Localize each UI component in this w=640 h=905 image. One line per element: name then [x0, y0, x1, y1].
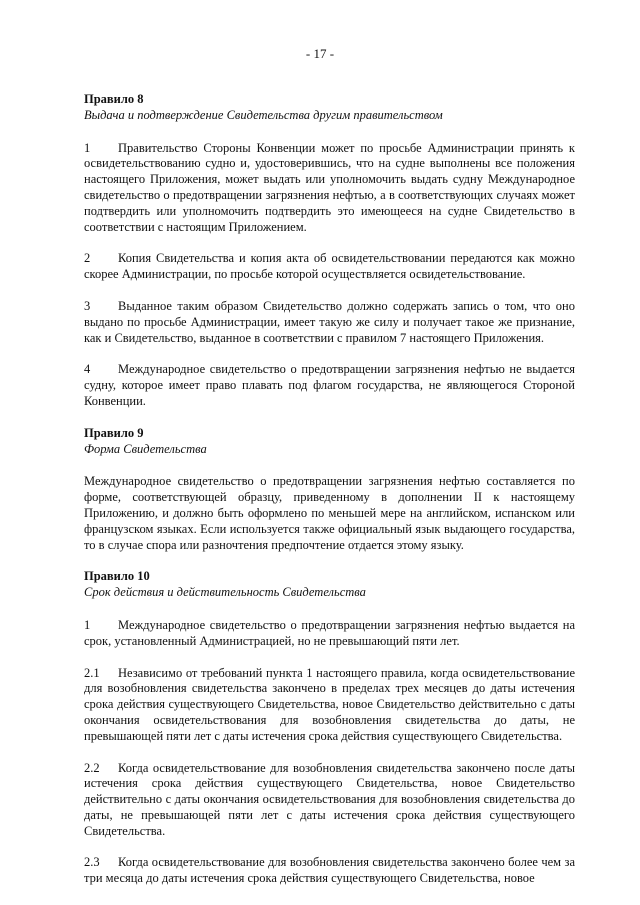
page-number: - 17 -: [305, 46, 335, 61]
rule-subtitle: Срок действия и действительность Свидетельства: [84, 585, 366, 600]
paragraph-text: Когда освидетельствование для возобновления свидетельства закончено после даты истечения срока действия существующего Свидетельства, новое Свидетельство действительно с даты окончания освидетельствования для возобновления свидетельства до даты, не превышающей пяти лет с даты истечения срока действия существующего Свидетельства.: [84, 760, 575, 838]
paragraph-number: 4: [84, 362, 91, 377]
paragraph: [84, 474, 575, 553]
paragraph-text: Выданное таким образом Свидетельство должно содержать запись о том, что оно выдано по просьбе Администрации, имеет такую же силу и получает такое же признание, как и Свидетельство, выданное в соответствии с правилом 7 настоящего Приложения.: [84, 298, 575, 345]
paragraph-text: Независимо от требований пункта 1 настоящего правила, когда освидетельствование для возобновления свидетельства закончено в пределах трех месяцев до даты истечения срока действия существующего Свидетельства, новое Свидетельство действительно с даты окончания освидетельствования для возобновления свидетельства до даты, не превышающей пяти лет с даты истечения срока действия существующего Свидетельства.: [84, 665, 575, 743]
rule-subtitle: Форма Свидетельства: [84, 441, 207, 456]
rule-title: Правило 8: [84, 92, 144, 106]
rule-section: [84, 92, 575, 410]
paragraph: [84, 666, 575, 745]
paragraph-number: 3: [84, 298, 91, 313]
paragraph-number: 2.1: [84, 665, 100, 680]
rule-subtitle: Выдача и подтверждение Свидетельства другим правительством: [84, 107, 443, 122]
rule-section: [84, 426, 575, 554]
paragraph-number: 2.3: [84, 855, 100, 870]
paragraph-text: Международное свидетельство о предотвращении загрязнения нефтью не выдается судну, которое имеет право плавать под флагом государства, не являющегося Стороной Конвенции.: [84, 362, 575, 408]
paragraph: [84, 855, 575, 887]
paragraph-text: Когда освидетельствование для возобновления свидетельства закончено более чем за три месяца до даты истечения срока действия существующего Свидетельства, новое: [84, 855, 575, 886]
paragraph: [84, 299, 575, 346]
paragraph-text: Копия Свидетельства и копия акта об освидетельствовании передаются как можно скорее Администрации, по просьбе которой осуществляется освидетельствование.: [84, 251, 575, 282]
paragraph: [84, 618, 575, 650]
paragraph: [84, 141, 575, 236]
paragraph: [84, 362, 575, 409]
paragraph: [84, 251, 575, 283]
rule-section: [84, 569, 575, 887]
paragraph-number: 2: [84, 251, 91, 266]
document-body: [84, 92, 575, 903]
rule-title: Правило 9: [84, 425, 144, 440]
paragraph: [84, 761, 575, 840]
paragraph-text: Международное свидетельство о предотвращении загрязнения нефтью выдается на срок, установленный Администрацией, но не превышающий пяти лет.: [84, 617, 575, 648]
paragraph-number: 1: [84, 140, 91, 155]
paragraph-number: 2.2: [84, 760, 100, 775]
rule-title: Правило 10: [84, 569, 150, 584]
paragraph-number: 1: [84, 617, 91, 632]
paragraph-text: Международное свидетельство о предотвращении загрязнения нефтью составляется по форме, соответствующей образцу, приведенному в дополнении II к настоящему Приложению, и должно быть оформлено по меньшей мере на английском, испанском или французском языках. Если используется также официальный язык выдающего государства, то в случае спора или разночтения предпочтение отдается этому языку.: [84, 474, 575, 552]
paragraph-text: Правительство Стороны Конвенции может по просьбе Администрации принять к освидетельствованию судно и, удостоверившись, что на судне выполнены все положения настоящего Приложения, может выдать или уполномочить выдать судну Международное свидетельство о предотвращении загрязнения нефтью, а в соответствующих случаях может подтвердить или уполномочить подтвердить это имеющееся на судне Свидетельство в соответствии с настоящим Приложением.: [84, 140, 575, 234]
